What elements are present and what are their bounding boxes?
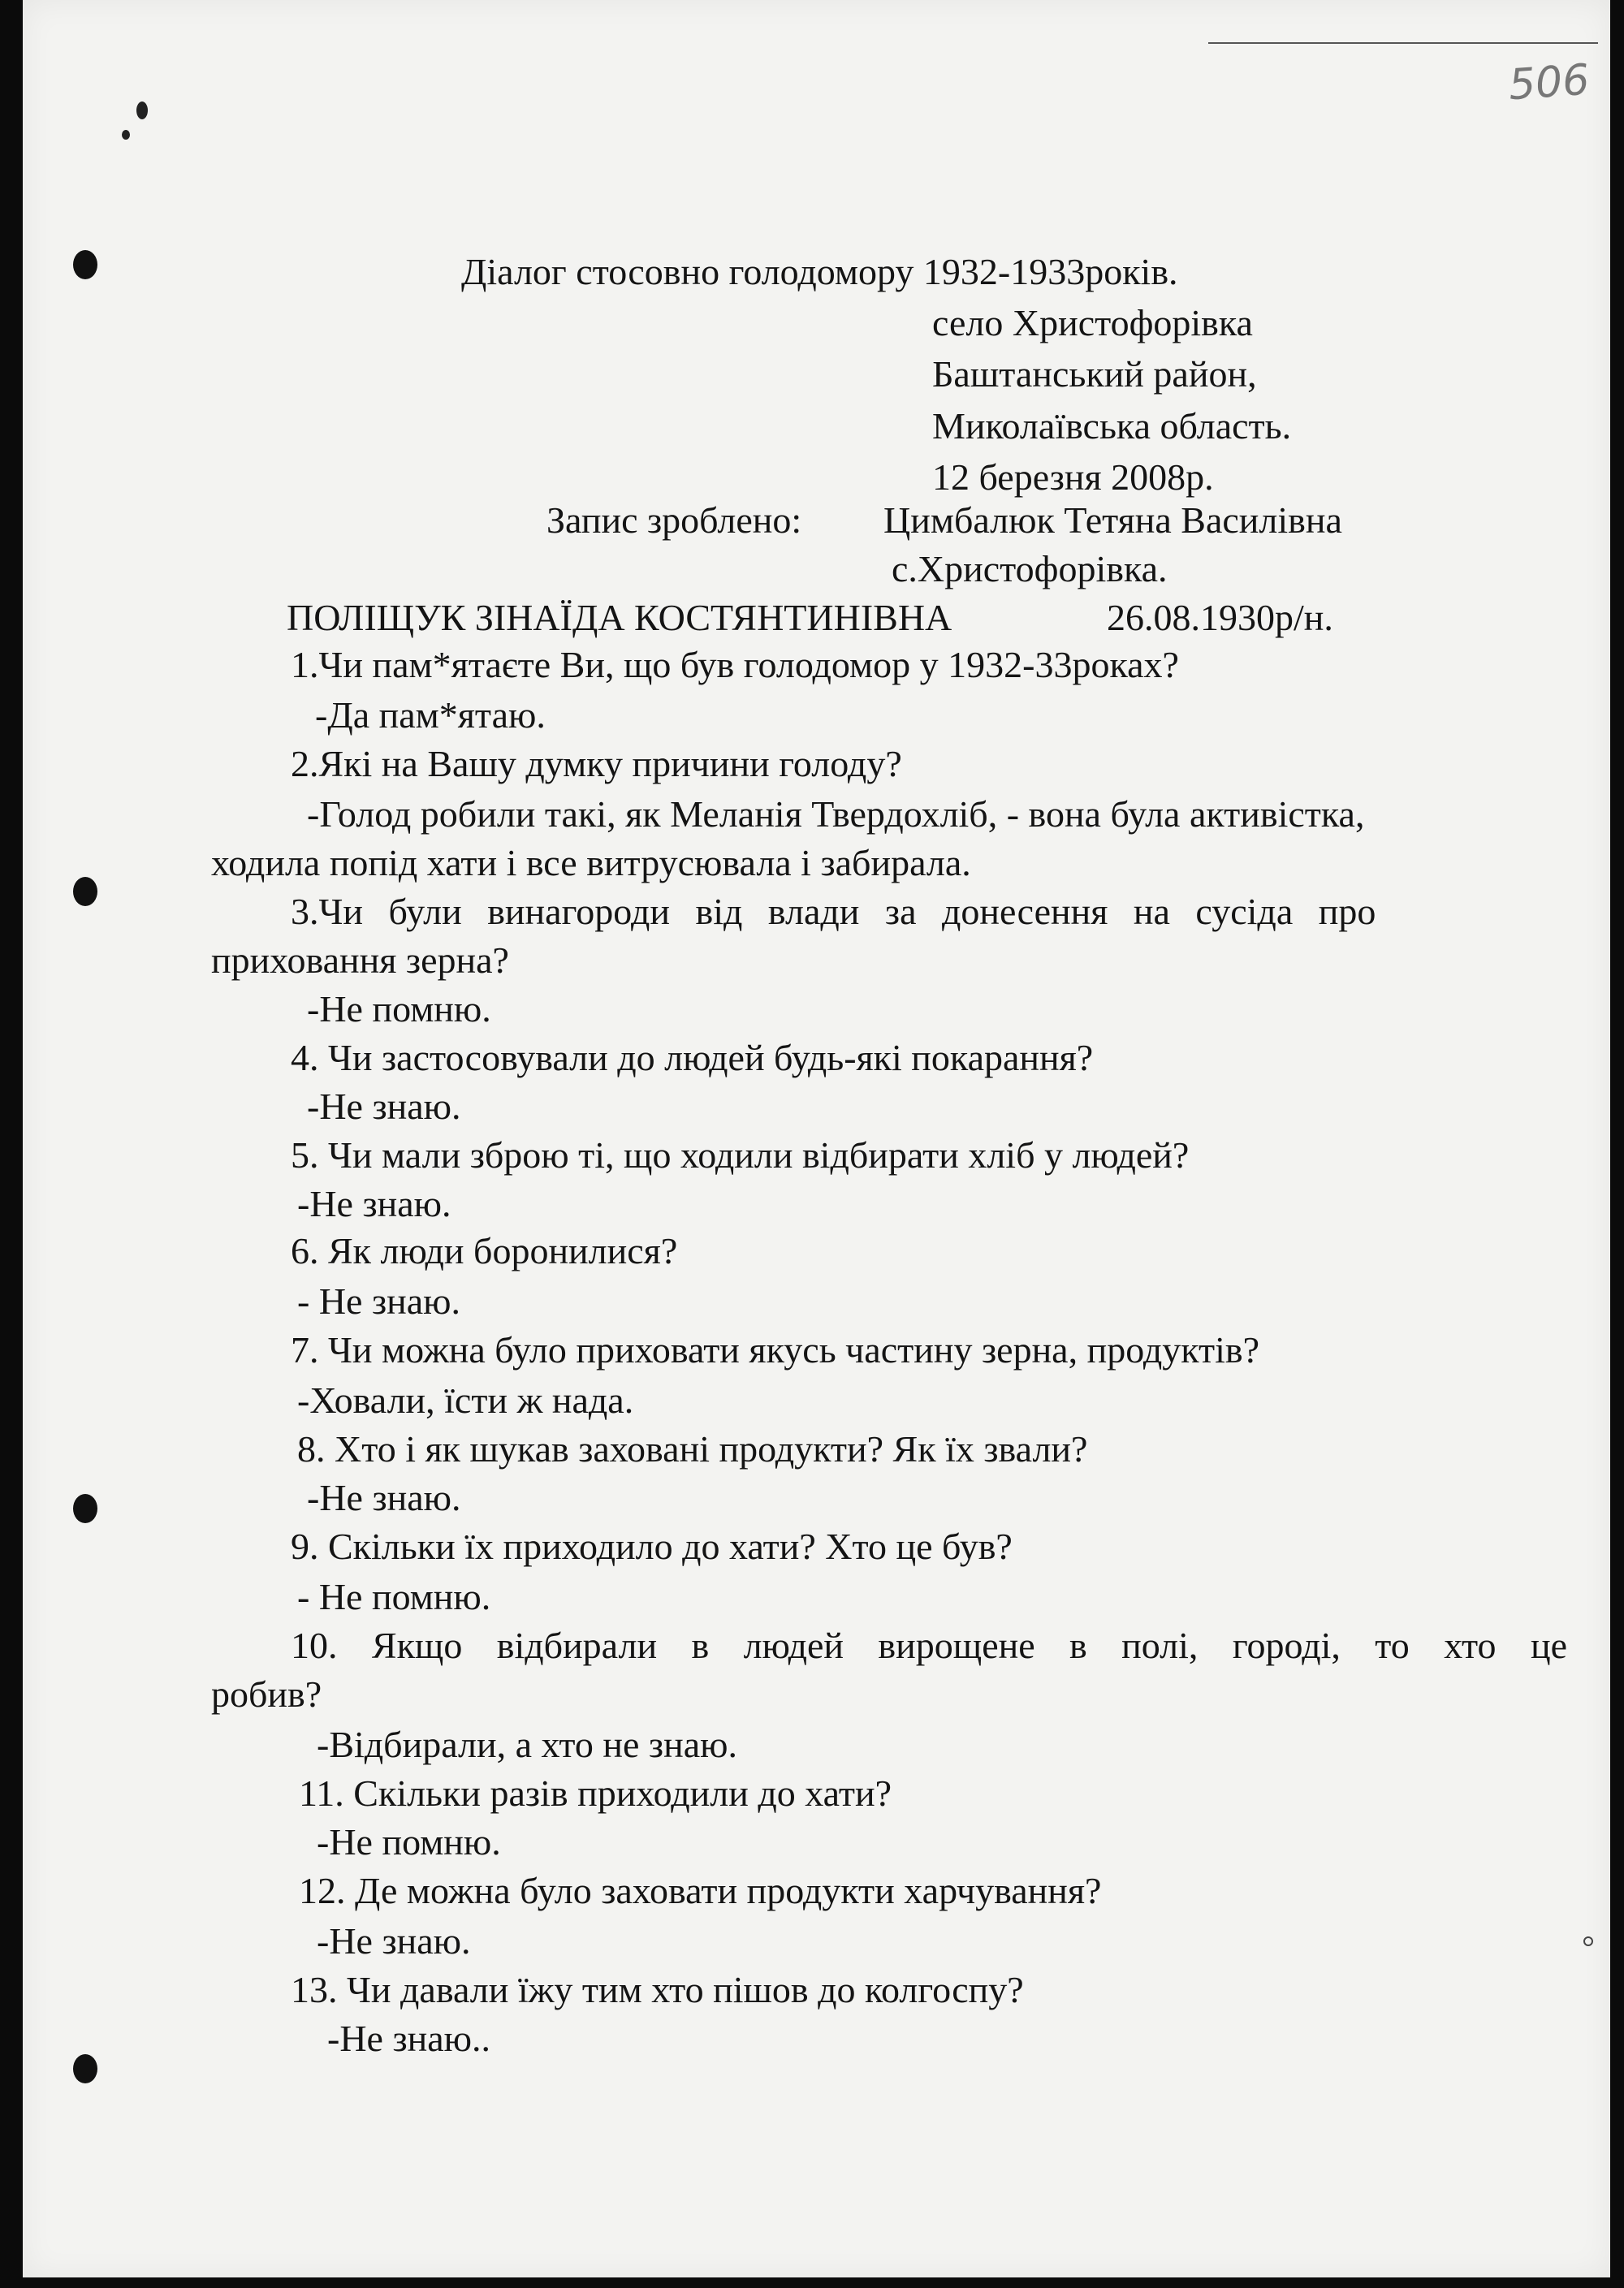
question-2: 2.Які на Вашу думку причини голоду? — [291, 743, 902, 784]
region-line: Миколаївська область. — [932, 405, 1292, 447]
answer-6: - Не знаю. — [297, 1280, 461, 1322]
punch-hole — [73, 2054, 97, 2083]
question-3-text: 3.Чи були винагороди від влади за донесення на сусіда про — [291, 891, 1376, 932]
answer-10: -Відбирали, а хто не знаю. — [317, 1724, 737, 1765]
recorder-place: с.Христофорівка. — [892, 548, 1168, 589]
question-7: 7. Чи можна було приховати якусь частину зерна, продуктів? — [291, 1329, 1260, 1371]
date-line: 12 березня 2008р. — [932, 456, 1214, 498]
question-10-line-1: 10. Якщо відбирали в людей вирощене в полі, городі, то хто це — [291, 1625, 1567, 1666]
question-12: 12. Де можна було заховати продукти харчування? — [299, 1870, 1102, 1911]
question-10-line-2: робив? — [211, 1673, 322, 1715]
answer-4: -Не знаю. — [307, 1086, 461, 1127]
answer-11: -Не помню. — [317, 1821, 501, 1863]
question-5: 5. Чи мали зброю ті, що ходили відбирати хліб у людей? — [291, 1134, 1190, 1176]
document-page — [23, 0, 1610, 2277]
respondent-birth: 26.08.1930р/н. — [1107, 597, 1333, 638]
ink-speck — [1583, 1936, 1593, 1946]
answer-2-line-1: -Голод робили такі, як Меланія Твердохліб, - вона була активістка, — [307, 793, 1365, 835]
district-line: Баштанський район, — [932, 353, 1257, 395]
question-9: 9. Скільки їх приходило до хати? Хто це був? — [291, 1526, 1013, 1567]
top-rule — [1208, 42, 1598, 44]
question-3-line-2: приховання зерна? — [211, 939, 509, 981]
answer-5: -Не знаю. — [297, 1183, 451, 1224]
punch-hole — [73, 877, 97, 906]
recorder-name: Цимбалюк Тетяна Василівна — [883, 499, 1342, 541]
ink-speck — [136, 101, 148, 119]
recorded-by-label: Запис зроблено: — [546, 499, 802, 541]
question-3-line-1 — [291, 893, 1567, 930]
answer-1: -Да пам*ятаю. — [315, 694, 546, 736]
punch-hole — [73, 250, 97, 279]
answer-9: - Не помню. — [297, 1576, 491, 1617]
respondent-name: ПОЛІЩУК ЗІНАЇДА КОСТЯНТИНІВНА — [287, 597, 952, 638]
answer-7: -Ховали, їсти ж нада. — [297, 1379, 634, 1421]
question-6: 6. Як люди боронилися? — [291, 1230, 678, 1271]
answer-2-line-2: ходила попід хати і все витрусювала і забирала. — [211, 842, 971, 883]
ink-speck — [122, 130, 130, 140]
question-1: 1.Чи пам*ятаєте Ви, що був голодомор у 1932-33роках? — [291, 644, 1179, 685]
answer-3: -Не помню. — [307, 988, 491, 1030]
question-13: 13. Чи давали їжу тим хто пішов до колгоспу? — [291, 1969, 1024, 2010]
page-title: Діалог стосовно голодомору 1932-1933років. — [461, 251, 1178, 292]
question-4: 4. Чи застосовували до людей будь-які покарання? — [291, 1037, 1094, 1078]
question-11: 11. Скільки разів приходили до хати? — [299, 1772, 892, 1814]
question-8: 8. Хто і як шукав заховані продукти? Як їх звали? — [297, 1428, 1088, 1470]
page-number: 506 — [1507, 55, 1592, 110]
punch-hole — [73, 1494, 97, 1523]
answer-12: -Не знаю. — [317, 1920, 471, 1962]
village-line: село Христофорівка — [932, 302, 1253, 343]
answer-8: -Не знаю. — [307, 1477, 461, 1518]
answer-13: -Не знаю.. — [327, 2018, 491, 2059]
